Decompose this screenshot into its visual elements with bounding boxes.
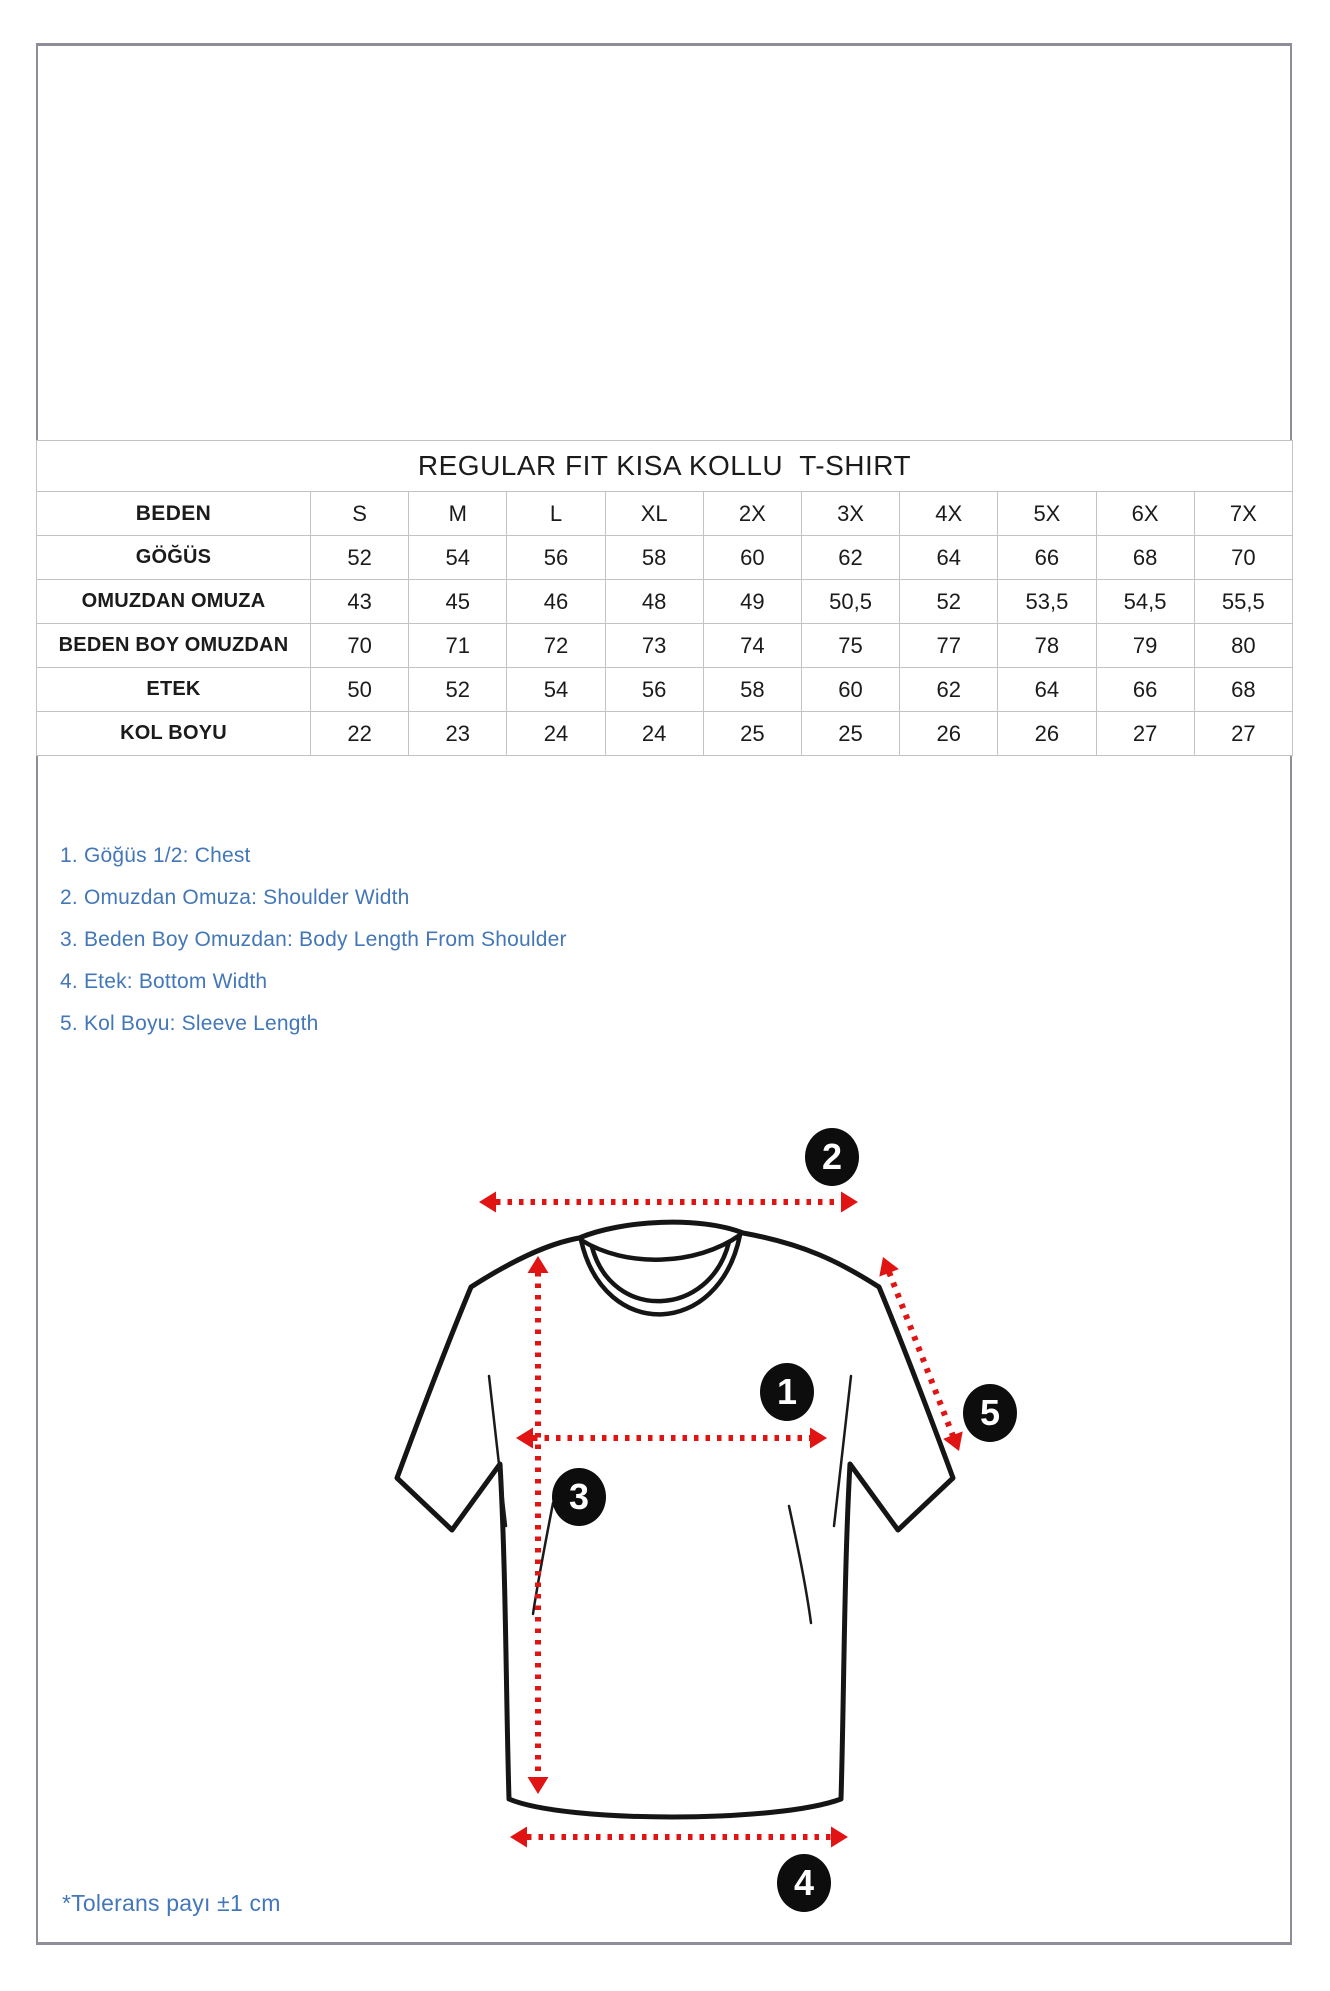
measure-marker-5 bbox=[963, 1384, 1017, 1442]
size-table-body bbox=[37, 441, 1293, 756]
legend-item: 5. Kol Boyu: Sleeve Length bbox=[60, 1012, 319, 1035]
marker-number: 1 bbox=[776, 1371, 798, 1412]
size-header-cell: 4X bbox=[900, 492, 998, 536]
value-cell: 55,5 bbox=[1194, 580, 1292, 624]
value-cell: 52 bbox=[409, 668, 507, 712]
measure-marker-2 bbox=[805, 1128, 859, 1186]
size-header-cell: 6X bbox=[1096, 492, 1194, 536]
arrowhead-icon bbox=[841, 1192, 858, 1213]
value-cell: 26 bbox=[900, 712, 998, 756]
arrowhead-icon bbox=[873, 1253, 899, 1276]
tshirt-measurement-diagram bbox=[36, 1060, 1293, 1940]
value-cell: 22 bbox=[311, 712, 409, 756]
row-label: BEDEN bbox=[37, 492, 311, 536]
value-cell: 62 bbox=[801, 536, 899, 580]
row-label: BEDEN BOY OMUZDAN bbox=[37, 624, 311, 668]
value-cell: 58 bbox=[703, 668, 801, 712]
value-cell: 25 bbox=[703, 712, 801, 756]
row-label: KOL BOYU bbox=[37, 712, 311, 756]
arrowhead-icon bbox=[943, 1431, 969, 1454]
value-cell: 66 bbox=[998, 536, 1096, 580]
table-title: REGULAR FIT KISA KOLLU T-SHIRT bbox=[37, 441, 1293, 492]
table-row bbox=[37, 536, 1293, 580]
value-cell: 27 bbox=[1096, 712, 1194, 756]
value-cell: 68 bbox=[1194, 668, 1292, 712]
value-cell: 49 bbox=[703, 580, 801, 624]
table-row bbox=[37, 580, 1293, 624]
value-cell: 78 bbox=[998, 624, 1096, 668]
marker-number: 3 bbox=[568, 1476, 590, 1517]
value-cell: 62 bbox=[900, 668, 998, 712]
size-header-cell: L bbox=[507, 492, 605, 536]
marker-number: 5 bbox=[979, 1392, 1001, 1433]
size-header-cell: 7X bbox=[1194, 492, 1292, 536]
value-cell: 24 bbox=[507, 712, 605, 756]
table-row bbox=[37, 712, 1293, 756]
value-cell: 54 bbox=[409, 536, 507, 580]
value-cell: 60 bbox=[703, 536, 801, 580]
value-cell: 24 bbox=[605, 712, 703, 756]
value-cell: 56 bbox=[605, 668, 703, 712]
value-cell: 58 bbox=[605, 536, 703, 580]
arrowhead-icon bbox=[831, 1827, 848, 1848]
value-cell: 70 bbox=[1194, 536, 1292, 580]
size-header-cell: 3X bbox=[801, 492, 899, 536]
row-label: OMUZDAN OMUZA bbox=[37, 580, 311, 624]
measure-marker-3 bbox=[552, 1468, 606, 1526]
value-cell: 53,5 bbox=[998, 580, 1096, 624]
legend-item: 3. Beden Boy Omuzdan: Body Length From Shoulder bbox=[60, 928, 567, 951]
value-cell: 52 bbox=[311, 536, 409, 580]
value-cell: 52 bbox=[900, 580, 998, 624]
legend-item: 1. Göğüs 1/2: Chest bbox=[60, 844, 251, 867]
marker-number: 4 bbox=[793, 1862, 815, 1903]
value-cell: 50,5 bbox=[801, 580, 899, 624]
value-cell: 46 bbox=[507, 580, 605, 624]
value-cell: 45 bbox=[409, 580, 507, 624]
table-row bbox=[37, 492, 1293, 536]
table-title-row bbox=[37, 441, 1293, 492]
arrowhead-icon bbox=[479, 1192, 496, 1213]
size-header-cell: 5X bbox=[998, 492, 1096, 536]
value-cell: 43 bbox=[311, 580, 409, 624]
row-label: ETEK bbox=[37, 668, 311, 712]
size-header-cell: S bbox=[311, 492, 409, 536]
tolerance-note: *Tolerans payı ±1 cm bbox=[62, 1890, 281, 1916]
value-cell: 79 bbox=[1096, 624, 1194, 668]
value-cell: 64 bbox=[998, 668, 1096, 712]
size-table bbox=[36, 440, 1293, 756]
value-cell: 23 bbox=[409, 712, 507, 756]
value-cell: 60 bbox=[801, 668, 899, 712]
value-cell: 48 bbox=[605, 580, 703, 624]
table-row bbox=[37, 624, 1293, 668]
value-cell: 64 bbox=[900, 536, 998, 580]
measure-marker-4 bbox=[777, 1854, 831, 1912]
value-cell: 54,5 bbox=[1096, 580, 1194, 624]
value-cell: 73 bbox=[605, 624, 703, 668]
value-cell: 70 bbox=[311, 624, 409, 668]
value-cell: 27 bbox=[1194, 712, 1292, 756]
value-cell: 26 bbox=[998, 712, 1096, 756]
marker-number: 2 bbox=[821, 1136, 843, 1177]
size-header-cell: 2X bbox=[703, 492, 801, 536]
value-cell: 25 bbox=[801, 712, 899, 756]
value-cell: 80 bbox=[1194, 624, 1292, 668]
value-cell: 50 bbox=[311, 668, 409, 712]
value-cell: 68 bbox=[1096, 536, 1194, 580]
legend-item: 4. Etek: Bottom Width bbox=[60, 970, 268, 993]
size-header-cell: XL bbox=[605, 492, 703, 536]
arrowhead-icon bbox=[510, 1827, 527, 1848]
value-cell: 72 bbox=[507, 624, 605, 668]
table-row bbox=[37, 668, 1293, 712]
value-cell: 74 bbox=[703, 624, 801, 668]
row-label: GÖĞÜS bbox=[37, 536, 311, 580]
value-cell: 56 bbox=[507, 536, 605, 580]
value-cell: 66 bbox=[1096, 668, 1194, 712]
value-cell: 54 bbox=[507, 668, 605, 712]
measurement-legend bbox=[60, 844, 567, 1054]
value-cell: 75 bbox=[801, 624, 899, 668]
legend-item: 2. Omuzdan Omuza: Shoulder Width bbox=[60, 886, 410, 909]
measure-marker-1 bbox=[760, 1363, 814, 1421]
size-header-cell: M bbox=[409, 492, 507, 536]
value-cell: 71 bbox=[409, 624, 507, 668]
value-cell: 77 bbox=[900, 624, 998, 668]
